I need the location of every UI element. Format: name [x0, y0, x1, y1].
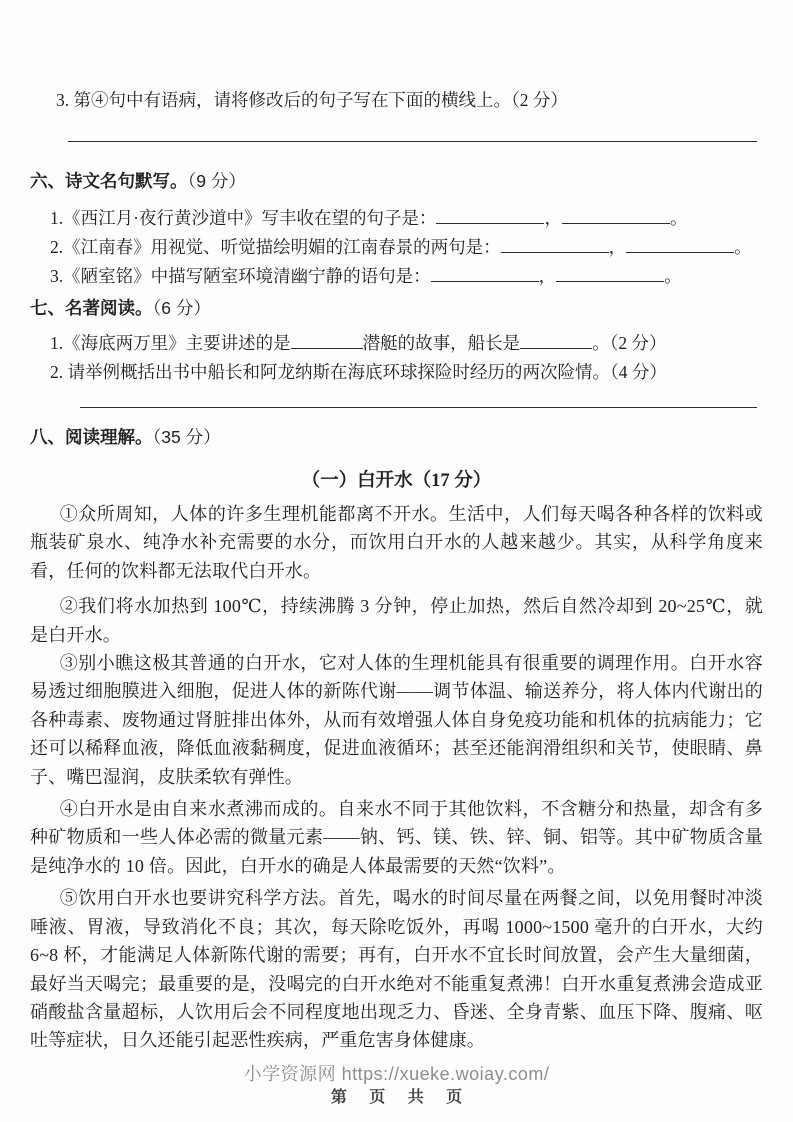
section-6-title: 六、诗文名句默写。 — [30, 171, 188, 191]
section-7-title: 七、名著阅读。 — [30, 298, 153, 318]
passage-paragraph-1: ①众所周知，人体的许多生理机能都离不开水。生活中，人们每天喝各种各样的饮料或瓶装矿泉水、纯净水补充需要的水分，而饮用白开水的人越来越少。其实，从科学角度来看，任何的饮料都无法取代白开水。 — [30, 504, 763, 581]
section-8-title: 八、阅读理解。 — [30, 427, 153, 447]
item-separator: ， — [538, 266, 557, 286]
item-text: 2.《江南春》用视觉、听觉描绘明媚的江南春景的两句是： — [50, 237, 501, 257]
answer-blank — [626, 235, 734, 253]
section-7-heading — [30, 293, 763, 323]
passage-title: （一）白开水（17 分） — [301, 471, 492, 491]
section-6-item-2 — [30, 233, 763, 262]
section-7-score: （6 分） — [152, 298, 211, 318]
answer-blank — [431, 264, 539, 282]
question-3-text: 3. 第④句中有语病，请将修改后的句子写在下面的横线上。（2 分） — [56, 90, 568, 110]
item-period: 。 — [664, 266, 682, 286]
item-period: 。 — [734, 237, 752, 257]
answer-blank — [501, 235, 609, 253]
item-period: 。 — [669, 208, 688, 228]
item-text: 潜艇的故事，船长是 — [362, 333, 521, 353]
item-period: 。（2 分） — [592, 333, 667, 353]
item-text: 1.《海底两万里》主要讲述的是 — [50, 333, 291, 353]
passage-paragraph-5: ⑤饮用白开水也要讲究科学方法。首先，喝水的时间尽量在两餐之间，以免用餐时冲淡唾液、胃液，导致消化不良；其次，每天除吃饭外，再喝 1000~1500 毫升的白开水，大约 6~8 杯，才能满足人体新陈代谢的需要；再有，白开水不宜长时间放置，会产生大量细菌，最好当天喝完；最重要的是，没喝完的白开水绝对不能重复煮沸！白开水重复煮沸会造成亚硝酸盐含量超标，人饮用后会不同程度地出现乏力、昏迷、全身青紫、血压下降、腹痛、呕吐等症状，日久还能引起恶性疾病，严重危害身体健康。 — [30, 888, 763, 1051]
passage-paragraph-3: ③别小瞧这极其普通的白开水，它对人体的生理机能具有很重要的调理作用。白开水容易透过细胞膜进入细胞，促进人体的新陈代谢——调节体温、输送养分，将人体内代谢出的各种毒素、废物通过肾脏排出体外，从而有效增强人体自身免疫功能和机体的抗病能力；它还可以稀释血液，降低血液黏稠度，促进血液循环；甚至还能润滑组织和关节，使眼睛、鼻子、嘴巴湿润，皮肤柔软有弹性。 — [30, 653, 763, 787]
section-6-item-1 — [30, 204, 763, 233]
item-text: 1.《西江月·夜行黄沙道中》写丰收在望的句子是： — [50, 208, 437, 228]
section-7-item-1 — [30, 329, 763, 358]
section-6-score: （9 分） — [187, 171, 246, 191]
answer-blank — [562, 206, 670, 224]
answer-blank — [520, 331, 592, 349]
section-7-item-2: 2. 请举例概括出书中船长和阿龙纳斯在海底环球探险时经历的两次险情。（4 分） — [50, 362, 667, 382]
passage-paragraph-2: ②我们将水加热到 100℃，持续沸腾 3 分钟，停止加热，然后自然冷却到 20~25℃，就是白开水。 — [30, 596, 763, 645]
item-separator: ， — [544, 208, 562, 228]
section-8-heading — [30, 422, 763, 452]
answer-line — [80, 407, 757, 408]
section-8-score: （35 分） — [152, 427, 221, 447]
passage-paragraph-4: ④白开水是由自来水煮沸而成的。自来水不同于其他饮料，不含糖分和热量，却含有多种矿物质和一些人体必需的微量元素——钠、钙、镁、铁、锌、铜、铝等。其中矿物质含量是纯净水的 10 倍。因此，白开水的确是人体最需要的天然“饮料”。 — [30, 799, 763, 876]
answer-blank — [436, 206, 544, 224]
page-footer — [0, 1062, 793, 1110]
answer-blank — [291, 331, 363, 349]
footer-site-url: 小学资源网 https://xueke.woiay.com/ — [243, 1064, 550, 1084]
footer-page-number-label: 第 页 共 页 — [330, 1089, 472, 1106]
section-6-item-3 — [30, 262, 763, 291]
answer-blank — [556, 264, 664, 282]
section-6-heading — [30, 166, 763, 196]
item-separator: ， — [608, 237, 627, 257]
item-text: 3.《陋室铭》中描写陋室环境清幽宁静的语句是： — [50, 266, 431, 286]
answer-line — [68, 141, 757, 142]
